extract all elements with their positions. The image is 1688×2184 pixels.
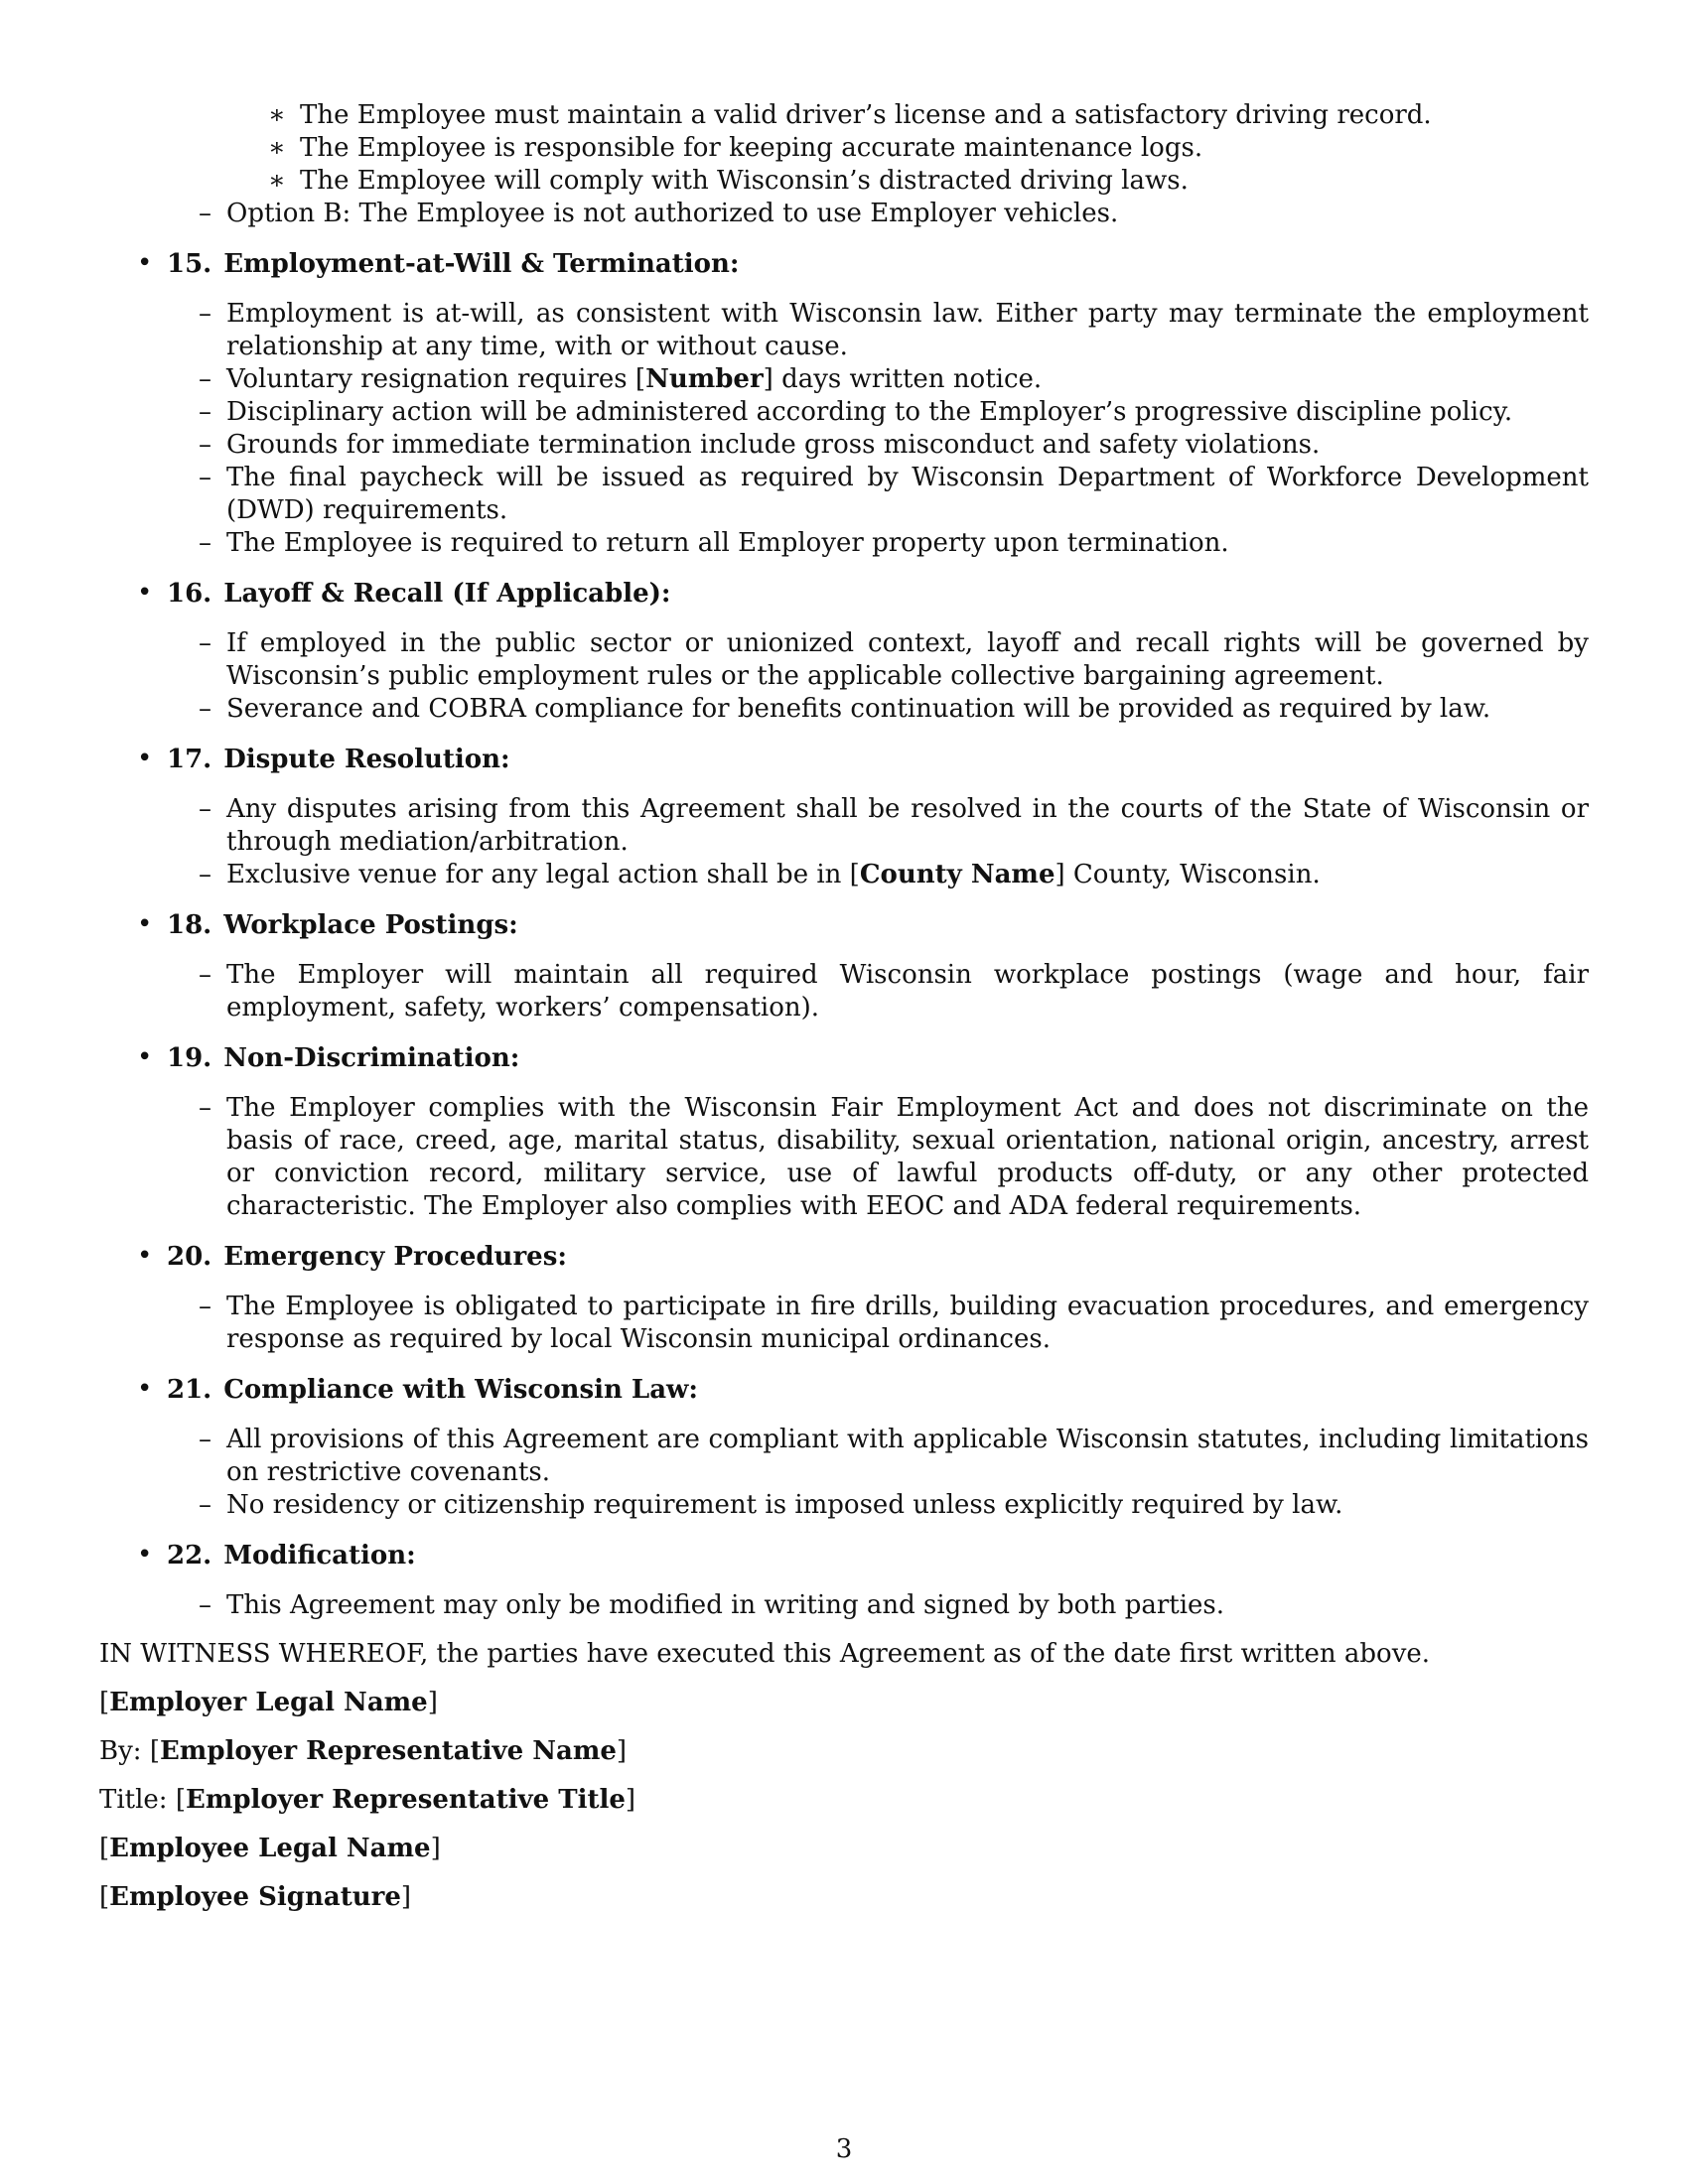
list-item: ∗ The Employee must maintain a valid driver’s license and a satisfactory driving record. [278, 99, 1589, 132]
section-heading-19: • 19. Non-Discrimination: [137, 1042, 520, 1073]
section-heading-17: • 17. Dispute Resolution: [137, 744, 510, 774]
list-item: – Employment is at-will, as consistent with Wisconsin law. Either party may terminate the employment relationship at any time, with or without cause. [199, 299, 1589, 361]
section-heading-16: • 16. Layoff & Recall (If Applicable): [137, 578, 671, 609]
list-item: – Option B: The Employee is not authorized to use Employer vehicles. [199, 199, 1119, 228]
list-item: – Disciplinary action will be administered according to the Employer’s progressive discipline policy. [199, 397, 1513, 427]
section-heading-21: • 21. Compliance with Wisconsin Law: [137, 1374, 699, 1405]
employee-signature: [Employee Signature] [99, 1882, 412, 1912]
section-heading-15: • 15. Employment-at-Will & Termination: [137, 248, 740, 279]
list-item: ∗ The Employee is responsible for keeping accurate maintenance logs. [278, 132, 1589, 165]
list-item: – Grounds for immediate termination include gross misconduct and safety violations. [199, 430, 1321, 460]
employer-representative-title: Title: [Employer Representative Title] [99, 1785, 636, 1815]
list-item: – Voluntary resignation requires [Number] days written notice. [199, 364, 1043, 394]
section-heading-20: • 20. Emergency Procedures: [137, 1241, 567, 1272]
witness-clause: IN WITNESS WHEREOF, the parties have executed this Agreement as of the date first written above. [99, 1639, 1431, 1669]
list-item: – Any disputes arising from this Agreement shall be resolved in the courts of the State of Wisconsin or through mediation/arbitration. [199, 794, 1589, 857]
list-item: – Severance and COBRA compliance for benefits continuation will be provided as required by law. [199, 694, 1491, 724]
page-number: 3 [835, 2134, 853, 2164]
list-item: – The final paycheck will be issued as required by Wisconsin Department of Workforce Development (DWD) requirements. [199, 463, 1589, 525]
list-item: – The Employee is required to return all Employer property upon termination. [199, 528, 1229, 558]
list-item: – Exclusive venue for any legal action shall be in [County Name] County, Wisconsin. [199, 860, 1321, 889]
employee-legal-name: [Employee Legal Name] [99, 1834, 441, 1863]
list-item: – No residency or citizenship requirement is imposed unless explicitly required by law. [199, 1490, 1343, 1520]
list-item: ∗ The Employee will comply with Wisconsin’s distracted driving laws. [278, 165, 1589, 198]
section-heading-22: • 22. Modification: [137, 1540, 416, 1570]
employer-representative: By: [Employer Representative Name] [99, 1736, 628, 1766]
list-item: – The Employee is obligated to participate in fire drills, building evacuation procedures, and emergency response as required by local Wisconsin municipal ordinances. [199, 1292, 1589, 1354]
list-item: – If employed in the public sector or unionized context, layoff and recall rights will be governed by Wisconsin’s public employment rules or the applicable collective bargaining agreement. [199, 628, 1589, 691]
employer-legal-name: [Employer Legal Name] [99, 1688, 438, 1717]
document-page [99, 99, 1589, 1914]
list-item: – All provisions of this Agreement are compliant with applicable Wisconsin statutes, including limitations on restrictive covenants. [199, 1425, 1589, 1487]
list-item: – This Agreement may only be modified in writing and signed by both parties. [199, 1590, 1225, 1620]
section-heading-18: • 18. Workplace Postings: [137, 909, 518, 940]
list-item: – The Employer will maintain all required Wisconsin workplace postings (wage and hour, fair employment, safety, workers’ compensation). [199, 960, 1589, 1023]
list-item: – The Employer complies with the Wisconsin Fair Employment Act and does not discriminate on the basis of race, creed, age, marital status, disability, sexual orientation, national origin, ancestry, arrest or conviction record, military service, use of lawful products off-duty, or any other protected characteristic. The Employer also complies with EEOC and ADA federal requirements. [199, 1093, 1589, 1221]
